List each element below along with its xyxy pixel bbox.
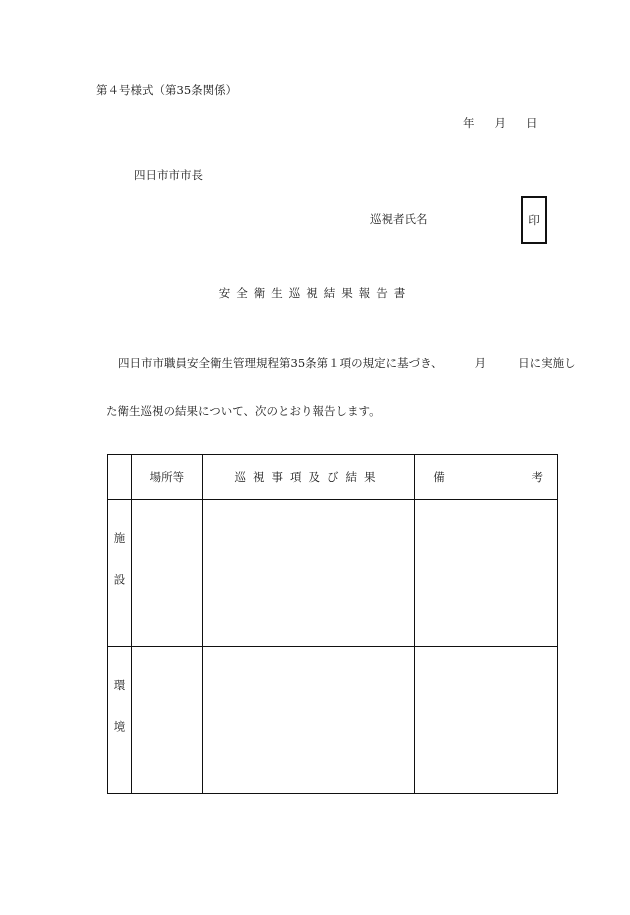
form-number: 第４号様式（第35条関係） — [96, 83, 238, 97]
date-line — [463, 115, 538, 131]
notes-cell — [415, 500, 558, 647]
header-notes-right: 考 — [531, 470, 543, 484]
inspection-result-cell — [202, 500, 414, 647]
place-cell — [131, 647, 202, 794]
body-text-part-1: 四日市市職員安全衛生管理規程第35条第１項の規定に基づき、 — [118, 356, 443, 370]
body-text-line-2: た衛生巡視の結果について、次のとおり報告します。 — [106, 404, 381, 418]
category-label: 環境 — [112, 678, 127, 762]
header-notes-left: 備 — [433, 470, 445, 484]
body-month-label: 月 — [474, 356, 487, 370]
date-month-label: 月 — [494, 116, 506, 130]
category-label: 施設 — [112, 531, 127, 615]
date-year-label: 年 — [463, 116, 475, 130]
header-place: 場所等 — [131, 455, 202, 500]
addressee: 四日市市市長 — [134, 168, 203, 182]
inspection-result-cell — [202, 647, 414, 794]
table-row — [108, 500, 558, 647]
place-cell — [131, 500, 202, 647]
table-header-row — [108, 455, 558, 500]
header-category-cell — [108, 455, 132, 500]
body-text-line-1 — [118, 355, 576, 371]
category-cell — [108, 647, 132, 794]
report-table — [107, 454, 558, 794]
seal-box — [521, 196, 547, 244]
notes-cell — [415, 647, 558, 794]
header-notes — [415, 455, 558, 500]
body-text-part-2: 日に実施し — [518, 356, 576, 370]
inspector-name-label: 巡視者氏名 — [370, 212, 428, 226]
category-cell — [108, 500, 132, 647]
date-day-label: 日 — [526, 116, 538, 130]
table-row — [108, 647, 558, 794]
seal-mark: 印 — [528, 213, 540, 227]
header-inspection-items: 巡視事項及び結果 — [202, 455, 414, 500]
document-title: 安全衛生巡視結果報告書 — [218, 286, 412, 300]
